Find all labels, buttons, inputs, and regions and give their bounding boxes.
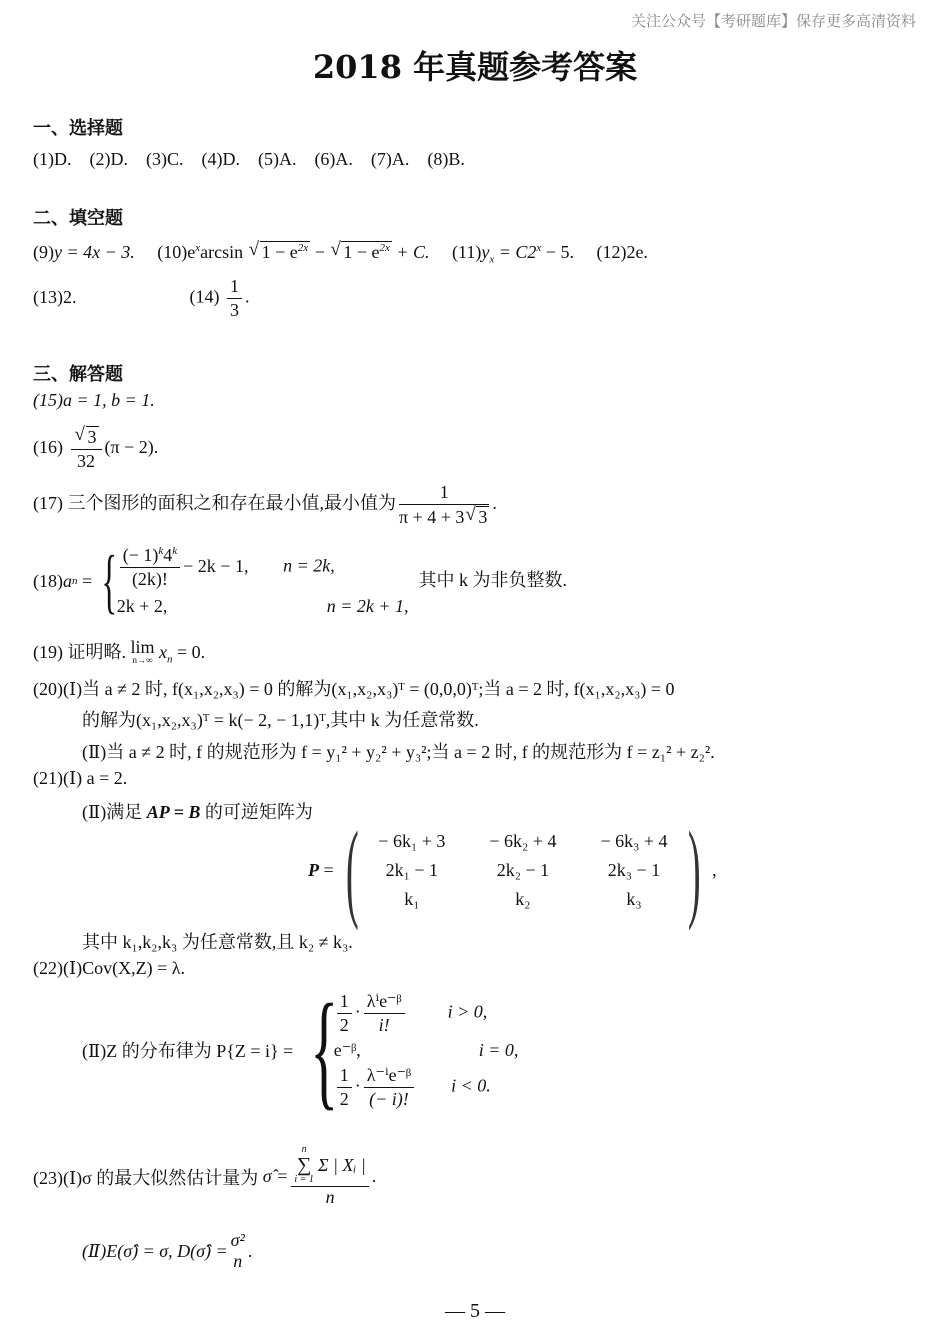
q21-line2-c: 的可逆矩阵为 [204, 802, 313, 822]
q23-fraction [291, 1145, 368, 1208]
q10-root1 [260, 241, 311, 263]
q22-line1: (22)(Ⅰ)Cov(X,Z) = λ. [33, 958, 185, 978]
q22-c2-cond: i = 0, [478, 1039, 519, 1060]
fill-answers-row1 [33, 241, 648, 266]
q22-case3-frac [364, 1065, 414, 1110]
q18-note: 其中 k 为非负整数. [418, 570, 568, 590]
q11-tail: − 5. [545, 242, 574, 262]
q10-root1-text: 1 − e [261, 242, 298, 262]
q16-num: √ 3 [86, 426, 99, 448]
q18-case1-tail: − 2k − 1, [183, 555, 249, 576]
q19-lim-sub: n→∞ [132, 655, 153, 665]
q18-cond1: n = 2k, [283, 555, 335, 576]
watermark: 关注公众号【考研题库】保存更多高清资料 [630, 12, 916, 30]
q10-minus: − [314, 242, 325, 262]
matrix-cell: 2k₁ − 1 [385, 859, 439, 880]
q21-line2-b: AP = B [146, 802, 201, 822]
q23-sum [294, 1145, 314, 1185]
q16-label: (16) [33, 437, 63, 458]
q22-dot3: · [354, 1075, 361, 1096]
q22-case1-frac [364, 991, 405, 1036]
q22-cases [334, 991, 519, 1110]
q13-answer: (13)2. [33, 286, 77, 307]
q23-end: . [371, 1166, 377, 1186]
q18-cases [117, 545, 409, 617]
q21-P: P [308, 859, 319, 880]
q9-label: (9) [33, 242, 54, 262]
q17-label: (17) [33, 493, 63, 514]
q11-c2: = C2 [498, 242, 537, 262]
q22-c1-den: i! [378, 1014, 390, 1035]
q22-half3-den: 2 [339, 1088, 349, 1109]
q19-x-sub: n [167, 653, 173, 666]
page-number: — 5 — [445, 1300, 505, 1322]
matrix-cell: − 6k₃ + 4 [600, 830, 668, 851]
q22-c3-den: (− i)! [369, 1088, 409, 1109]
q22-c1-num: λⁱe⁻ᵝ [364, 991, 405, 1014]
matrix-cell: 2k₂ − 1 [496, 859, 550, 880]
q23-fraction2 [231, 1230, 245, 1272]
q18-case2: 2k + 2, [116, 596, 168, 616]
q10-root2-text: 1 − e [343, 242, 380, 262]
matrix-cell: − 6k₁ + 3 [378, 830, 446, 851]
q22-half1-num: 1 [337, 991, 352, 1014]
q21-line3: 其中 k₁,k₂,k₃ 为任意常数,且 k₂ ≠ k₃. [82, 932, 353, 952]
q18-eq: = [82, 570, 93, 591]
q16-fraction [71, 426, 102, 472]
q10-c: + C. [396, 242, 430, 262]
q19-x: x [159, 642, 168, 662]
q22-c3-cond: i < 0. [451, 1075, 491, 1096]
q19-answer [33, 638, 205, 665]
q18-four: 4 [163, 545, 173, 565]
q18-den: (2k)! [131, 569, 168, 589]
q10-label: (10) [157, 242, 188, 262]
q23-end2: . [247, 1240, 253, 1261]
q19-text: 证明略. [67, 642, 126, 662]
q14-label: (14) [189, 286, 220, 307]
q18-label: (18) [33, 570, 63, 591]
q21-matrix-block [308, 809, 717, 931]
q18-case1-frac [120, 545, 180, 590]
q10-root1-sup: 2x [297, 242, 309, 254]
q22-half1-den: 2 [339, 1014, 349, 1035]
q21-left-paren: ( [345, 809, 359, 931]
q17-den: π + 4 + 3 [399, 507, 465, 527]
q20-line3: (Ⅱ)当 a ≠ 2 时, f 的规范形为 f = y₁² + y₂² + y₃²;当 a = 2 时, f 的规范形为 f = z₁² + z₂². [82, 742, 715, 762]
q21-line2-a: (Ⅱ)满足 [82, 802, 143, 822]
choice-answers: (1)D. (2)D. (3)C. (4)D. (5)A. (6)A. (7)A. (8)B. [33, 149, 465, 169]
q18-sup2: k [172, 545, 178, 557]
q17-fraction [399, 482, 489, 528]
q22-half1 [337, 991, 352, 1036]
matrix-row [356, 856, 689, 885]
q23-line2-text: (Ⅱ)E(σ̂) = σ, D(σ̂) = [82, 1240, 228, 1261]
q9-answer: y = 4x − 3. [54, 242, 135, 262]
q10-e: e [187, 242, 196, 262]
q21-matrix [356, 827, 689, 914]
matrix-cell: k₁ [404, 888, 420, 909]
q22-dot1: · [354, 1001, 361, 1022]
q23-sum-bot: i = 1 [294, 1174, 314, 1185]
q16-tail: (π − 2). [104, 437, 159, 458]
q23-num: Σ | Xᵢ | [317, 1154, 366, 1175]
q23-sum-top: n [301, 1144, 307, 1155]
q23-den2: n [233, 1251, 243, 1271]
q22-half3-num: 1 [337, 1065, 352, 1088]
q11-sub: x [489, 253, 495, 266]
q17-answer [33, 482, 497, 528]
q23-den: n [325, 1187, 335, 1207]
q14-den: 3 [230, 300, 239, 320]
q18-sup: k [158, 545, 164, 557]
q10-sup: x [195, 242, 201, 254]
q22-c2: e⁻ᵝ, [333, 1039, 361, 1060]
q21-eq: = [323, 859, 334, 880]
q23-line1-text: (23)(Ⅰ)σ 的最大似然估计量为 [33, 1167, 259, 1188]
section-heading-fill: 二、填空题 [33, 208, 123, 229]
q16-den: 32 [77, 451, 95, 471]
q11-sup: x [536, 242, 542, 254]
q19-label: (19) [33, 642, 63, 662]
q21-end: , [712, 859, 717, 880]
q23-line2 [82, 1230, 252, 1272]
q10-root2-sup: 2x [379, 242, 390, 254]
q22-half3 [337, 1065, 352, 1110]
q18-cond2: n = 2k + 1, [326, 596, 409, 616]
q18-answer: (18) a n = { $\frac{(- 1)^k4^k}{(2k)!}$ − 2k − 1, n = 2k, 2k + 2, n = 2k + 1, 其中 k 为非负整数. [33, 541, 568, 621]
q19-lim [131, 638, 155, 665]
matrix-cell: k₃ [626, 888, 642, 909]
q19-lim-text: lim [130, 637, 155, 657]
q20-line1: (20)(Ⅰ)当 a ≠ 2 时, f(x₁,x₂,x₃) = 0 的解为(x₁,x₂,x₃)ᵀ = (0,0,0)ᵀ;当 a = 2 时, f(x₁,x₂,x₃) = 0 [33, 679, 675, 699]
matrix-cell: − 6k₂ + 4 [489, 830, 557, 851]
q22-line2-text: (Ⅱ)Z 的分布律为 P{Z = i} = [82, 1041, 294, 1061]
matrix-cell: k₂ [515, 888, 531, 909]
q14-end: . [245, 286, 250, 307]
q11-label: (11) [452, 242, 482, 262]
fill-answers-row2 [33, 276, 250, 321]
q21-line2 [82, 798, 313, 824]
q17-end: . [492, 493, 497, 514]
q12-answer: (12)2e. [596, 242, 648, 262]
q18-num: (− 1) [122, 545, 159, 565]
q15-answer: (15)a = 1, b = 1. [33, 390, 155, 410]
section-heading-choice: 一、选择题 [33, 118, 123, 139]
q17-text: 三个图形的面积之和存在最小值,最小值为 [67, 493, 396, 514]
q18-lhs: a [63, 570, 72, 591]
q22-brace: { [310, 978, 339, 1122]
q20-line2: 的解为(x₁,x₂,x₃)ᵀ = k(− 2, − 1,1)ᵀ,其中 k 为任意常数. [82, 710, 479, 730]
section-heading-solve: 三、解答题 [33, 364, 123, 385]
q17-num: 1 [399, 482, 489, 505]
q11-y: y [481, 242, 490, 262]
q23-sigma: ∑ [296, 1154, 312, 1176]
q16-answer [33, 426, 158, 472]
q18-brace: { [101, 541, 118, 621]
q19-end: = 0. [177, 642, 206, 662]
q23-hat: σ̂ = [262, 1166, 289, 1186]
q23-num2: σ² [230, 1230, 245, 1250]
matrix-row [356, 827, 689, 856]
q10-arcsin: arcsin [200, 242, 244, 262]
q23-line1 [33, 1145, 376, 1208]
q22-line2 [82, 978, 519, 1122]
matrix-row [356, 885, 689, 914]
q22-c1-cond: i > 0, [447, 1001, 488, 1022]
q21-right-paren: ) [687, 809, 701, 931]
q21-line1: (21)(Ⅰ) a = 2. [33, 768, 128, 788]
matrix-cell: 2k₃ − 1 [607, 859, 661, 880]
q17-den-root: √ 3 [476, 506, 489, 528]
q14-fraction [227, 276, 242, 321]
page-title: 2018 年真题参考答案 [312, 48, 638, 86]
q10-root2 [341, 241, 392, 263]
q22-c3-num: λ⁻ⁱe⁻ᵝ [364, 1065, 414, 1088]
q14-num: 1 [227, 276, 242, 299]
